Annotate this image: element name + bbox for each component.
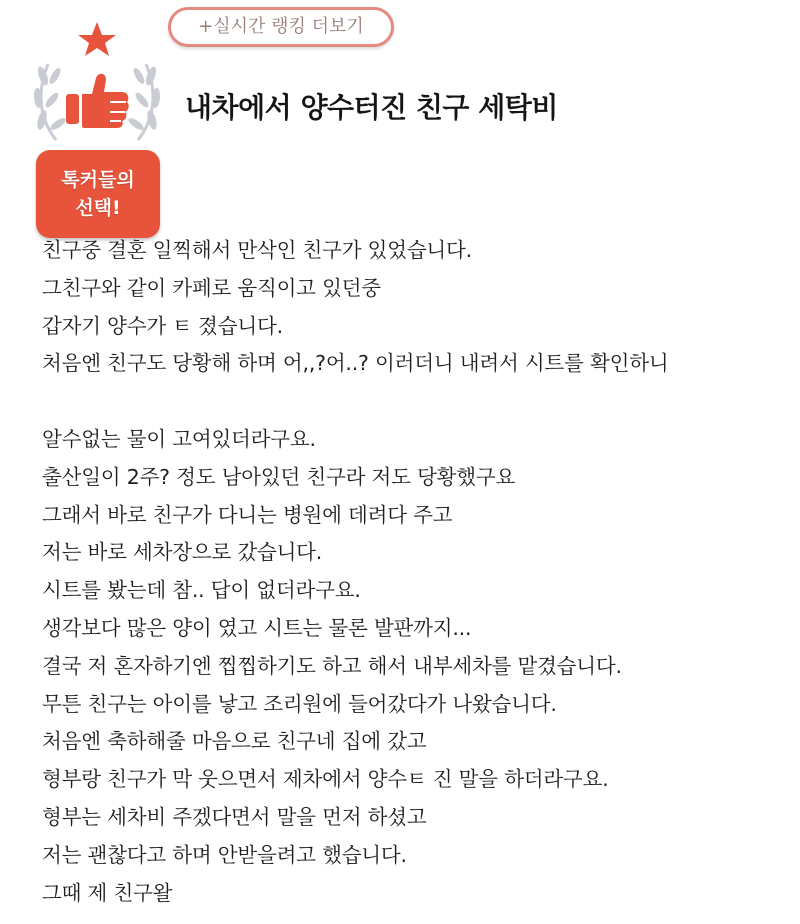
body-line: 형부는 세차비 주겠다면서 말을 먼저 하셨고 — [42, 804, 427, 829]
body-line: 그때 제 친구왈 — [42, 880, 173, 905]
body-line: 저는 괜찮다고 하며 안받을려고 했습니다. — [42, 842, 407, 867]
body-line: 형부랑 친구가 막 웃으면서 제차에서 양수ㅌ 진 말을 하더라구요. — [42, 767, 609, 792]
body-line: 출산일이 2주? 정도 남아있던 친구라 저도 당황했구요 — [42, 464, 516, 489]
body-line: 그친구와 같이 카페로 움직이고 있던중 — [42, 275, 381, 300]
body-line: 시트를 봤는데 참.. 답이 없더라구요. — [42, 578, 361, 603]
body-line: 생각보다 많은 양이 였고 시트는 물론 발판까지... — [42, 615, 472, 640]
blank-line — [42, 383, 792, 421]
body-line: 저는 바로 세차장으로 갔습니다. — [42, 540, 323, 565]
body-line: 처음엔 축하해줄 마음으로 친구네 집에 갔고 — [42, 729, 427, 754]
laurel-thumbs-up-icon — [26, 20, 168, 160]
post-header — [0, 0, 800, 225]
body-line: 그래서 바로 친구가 다니는 병원에 데려다 주고 — [42, 502, 453, 527]
body-line: 무튼 친구는 아이를 낳고 조리원에 들어갔다가 나왔습니다. — [42, 691, 557, 716]
badge-line-2: 선택! — [75, 197, 121, 219]
post-body — [42, 232, 792, 912]
body-line: 친구중 결혼 일찍해서 만삭인 친구가 있었습니다. — [42, 238, 472, 262]
talkers-choice-badge — [26, 20, 168, 220]
badge-line-1: 톡커들의 — [61, 169, 135, 191]
post-title: 내차에서 양수터진 친구 세탁비 — [185, 91, 558, 124]
body-line: 알수없는 물이 고여있더라구요. — [42, 426, 316, 451]
body-line: 갑자기 양수가 ㅌ 졌습니다. — [42, 313, 283, 338]
body-line: 결국 저 혼자하기엔 찝찝하기도 하고 해서 내부세차를 맡겼습니다. — [42, 653, 622, 678]
badge-label-box — [36, 150, 160, 238]
body-line: 처음엔 친구도 당황해 하며 어,,?어..? 이러더니 내려서 시트를 확인하니 — [42, 351, 669, 376]
realtime-ranking-button[interactable]: +실시간 랭킹 더보기 — [168, 7, 394, 47]
